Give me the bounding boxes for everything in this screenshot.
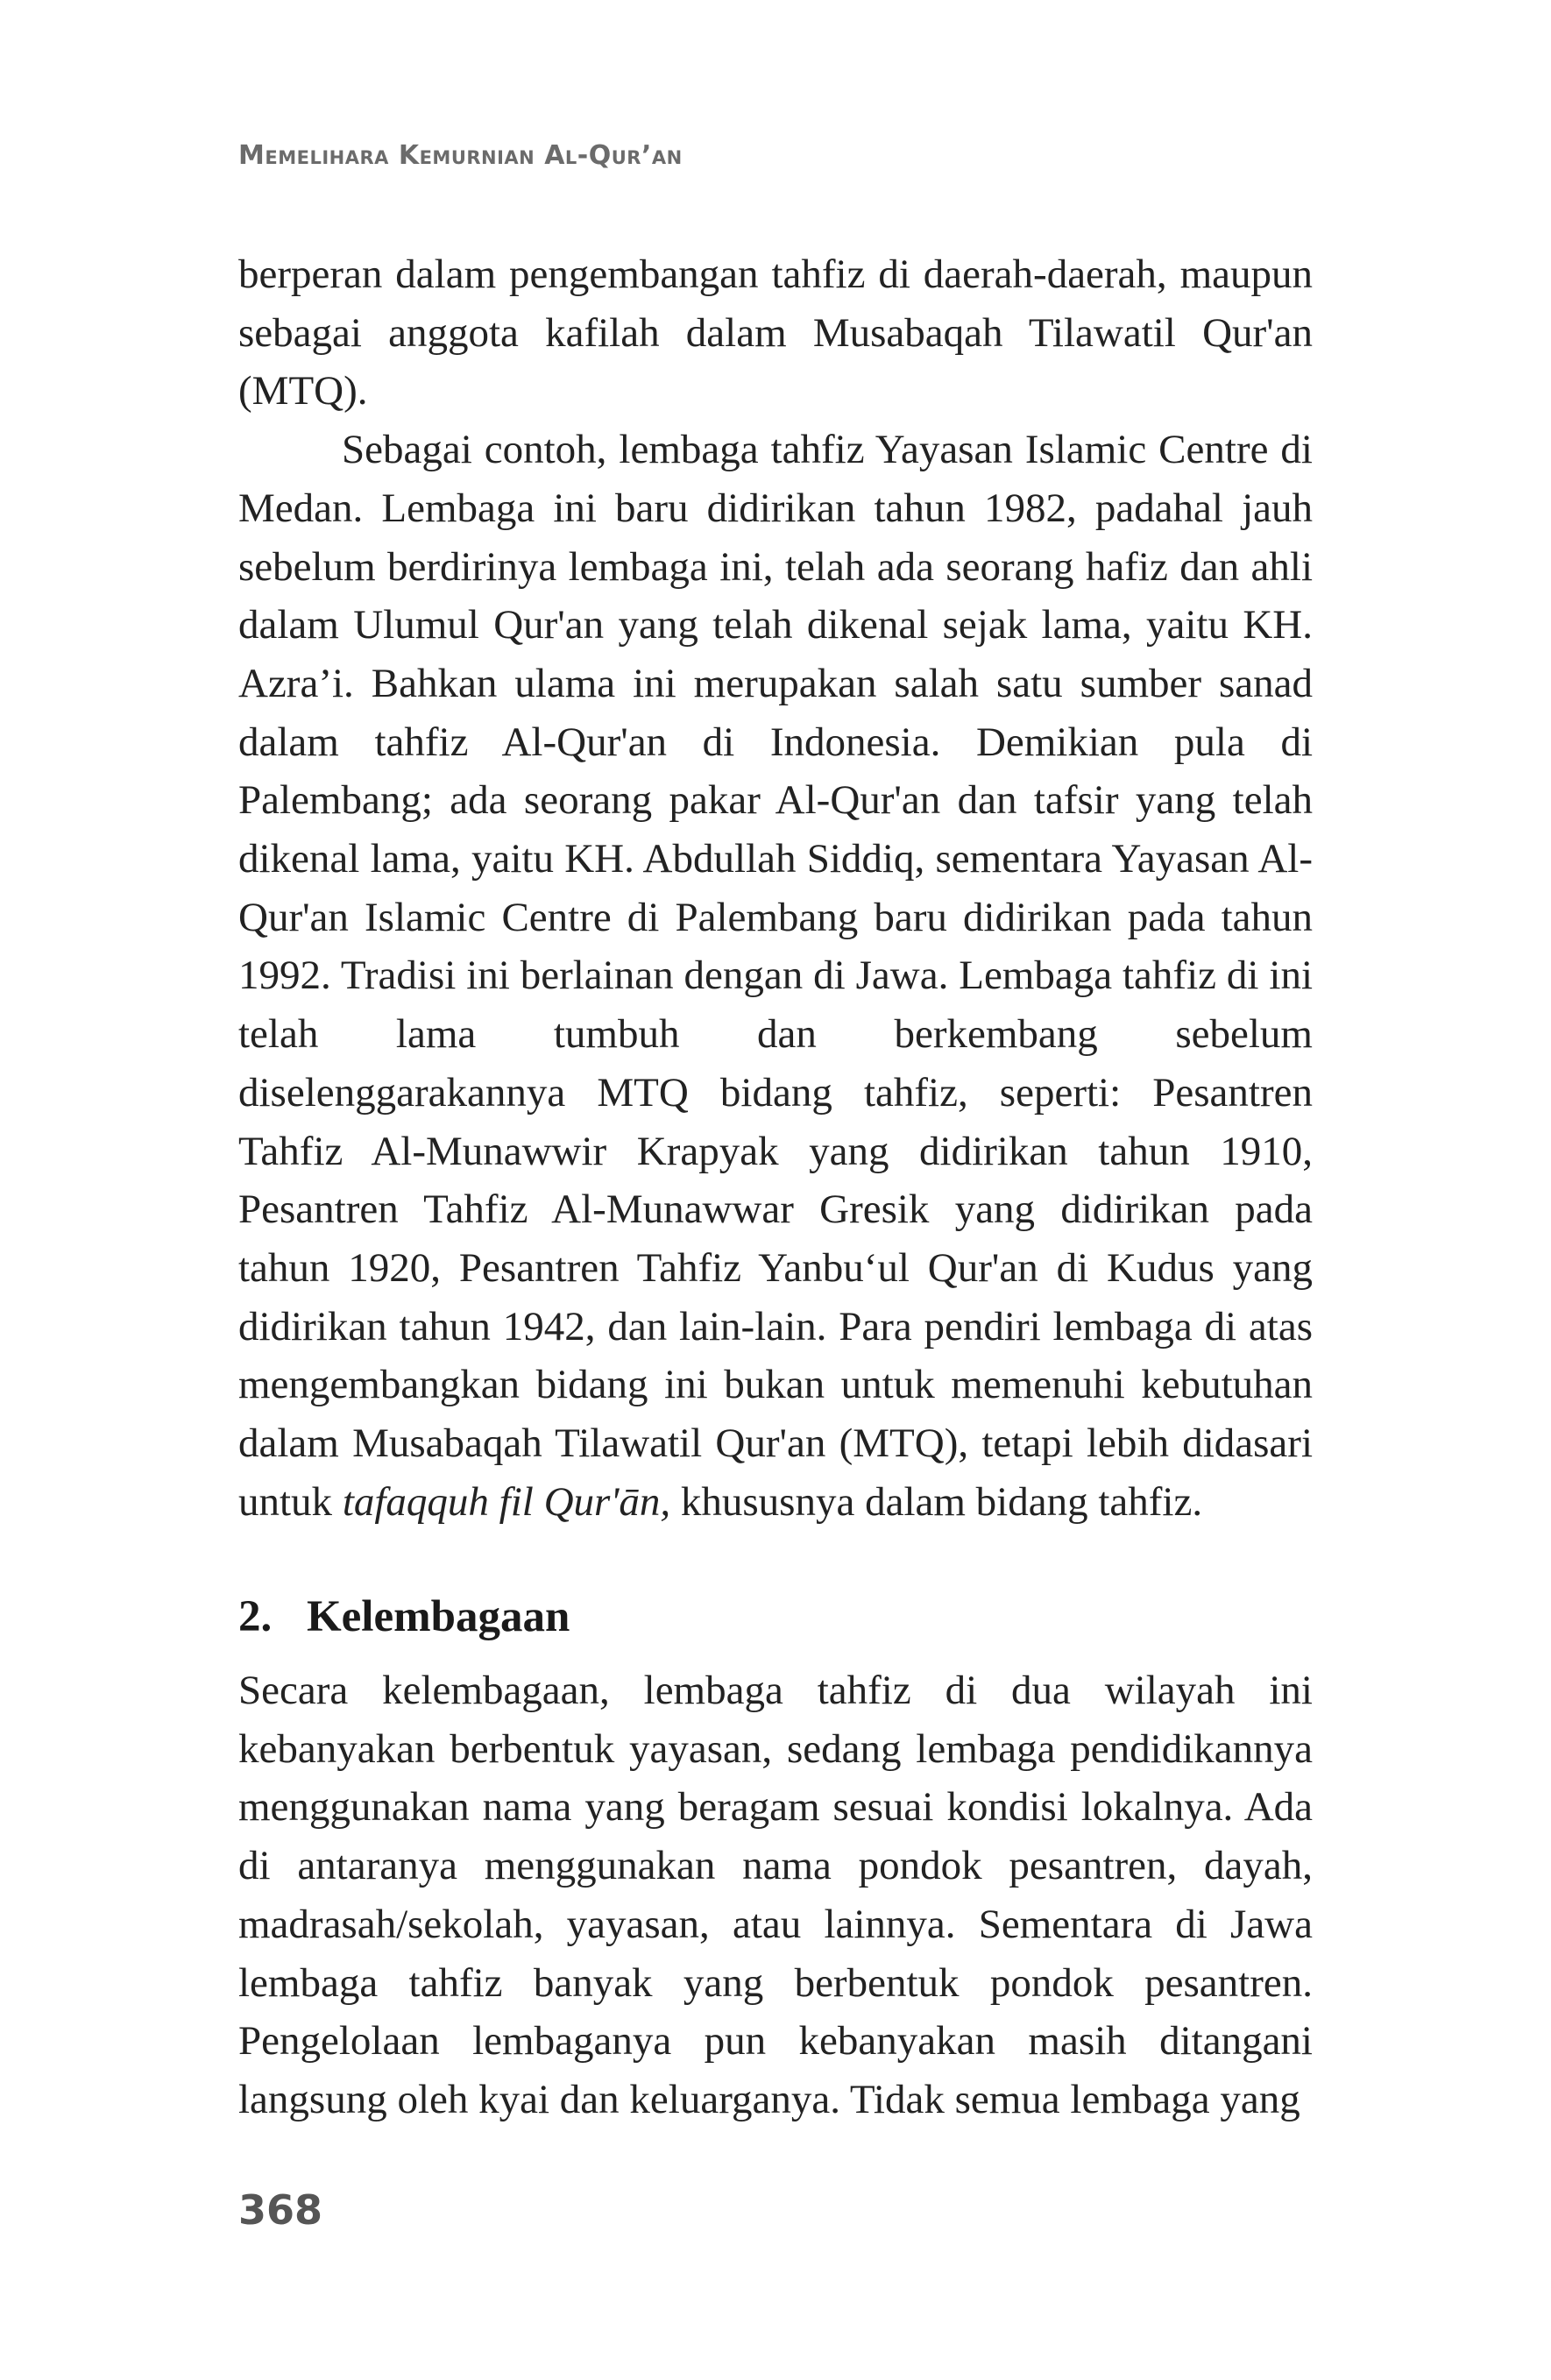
body-text	[238, 245, 1313, 1531]
section-number: 2.	[238, 1592, 273, 1641]
section-body	[238, 1661, 1313, 2129]
paragraph-1: berperan dalam pengembangan tahfiz di daerah-daerah, maupun sebagai anggota kafilah dalam Musabaqah Tilawatil Qur'an (MTQ).	[238, 251, 1313, 414]
running-header: Memelihara Kemurnian Al-Qur’an	[238, 140, 683, 171]
section-paragraph: Secara kelembagaan, lembaga tahfiz di dua wilayah ini kebanyakan berbentuk yayasan, sedang lembaga pendidikannya menggunakan nama yang beragam sesuai kondisi lokalnya. Ada di antaranya menggunakan nama pondok pesantren, dayah, madrasah/sekolah, yayasan, atau lainnya. Sementara di Jawa lembaga tahfiz banyak yang berbentuk pondok pesantren. Pengelolaan lembaganya pun kebanyakan masih ditangani langsung oleh kyai dan keluarganya. Tidak semua lembaga yang	[238, 1668, 1313, 2122]
paragraph-2-text: Sebagai contoh, lembaga tahfiz Yayasan Islamic Centre di Medan. Lembaga ini baru didirikan tahun 1982, padahal jauh sebelum berdirinya lembaga ini, telah ada seorang hafiz dan ahli dalam Ulumul Qur'an yang telah dikenal sejak lama, yaitu KH. Azra’i. Bahkan ulama ini merupakan salah satu sumber sanad dalam tahfiz Al-Qur'an di Indonesia. Demikian pula di Palembang; ada seorang pakar Al-Qur'an dan tafsir yang telah dikenal lama, yaitu KH. Abdullah Siddiq, sementara Yayasan Al-Qur'an Islamic Centre di Palembang baru didirikan pada tahun 1992. Tradisi ini berlainan dengan di Jawa. Lembaga tahfiz di ini telah lama tumbuh dan berkembang sebelum diselenggarakannya MTQ bidang tahfiz, seperti: Pesantren Tahfiz Al-Munawwir Krapyak yang didirikan tahun 1910, Pesantren Tahfiz Al-Munawwar Gresik yang didirikan pada tahun 1920, Pesantren Tahfiz Yanbu‘ul Qur'an di Kudus yang didirikan tahun 1942, dan lain-lain. Para pendiri lembaga di atas mengembangkan bidang ini bukan untuk memenuhi kebutuhan dalam Musabaqah Tilawatil Qur'an (MTQ), tetapi lebih didasari untuk	[238, 427, 1313, 1525]
paragraph-2-end: khususnya dalam bidang tahfiz.	[670, 1478, 1203, 1525]
page-number: 368	[238, 2186, 323, 2234]
paragraph-2-italic-term: tafaqquh fil Qur'ān,	[342, 1478, 671, 1525]
section-heading	[238, 1591, 570, 1642]
section-title: Kelembagaan	[307, 1592, 570, 1641]
paragraph-2	[238, 421, 1313, 1531]
